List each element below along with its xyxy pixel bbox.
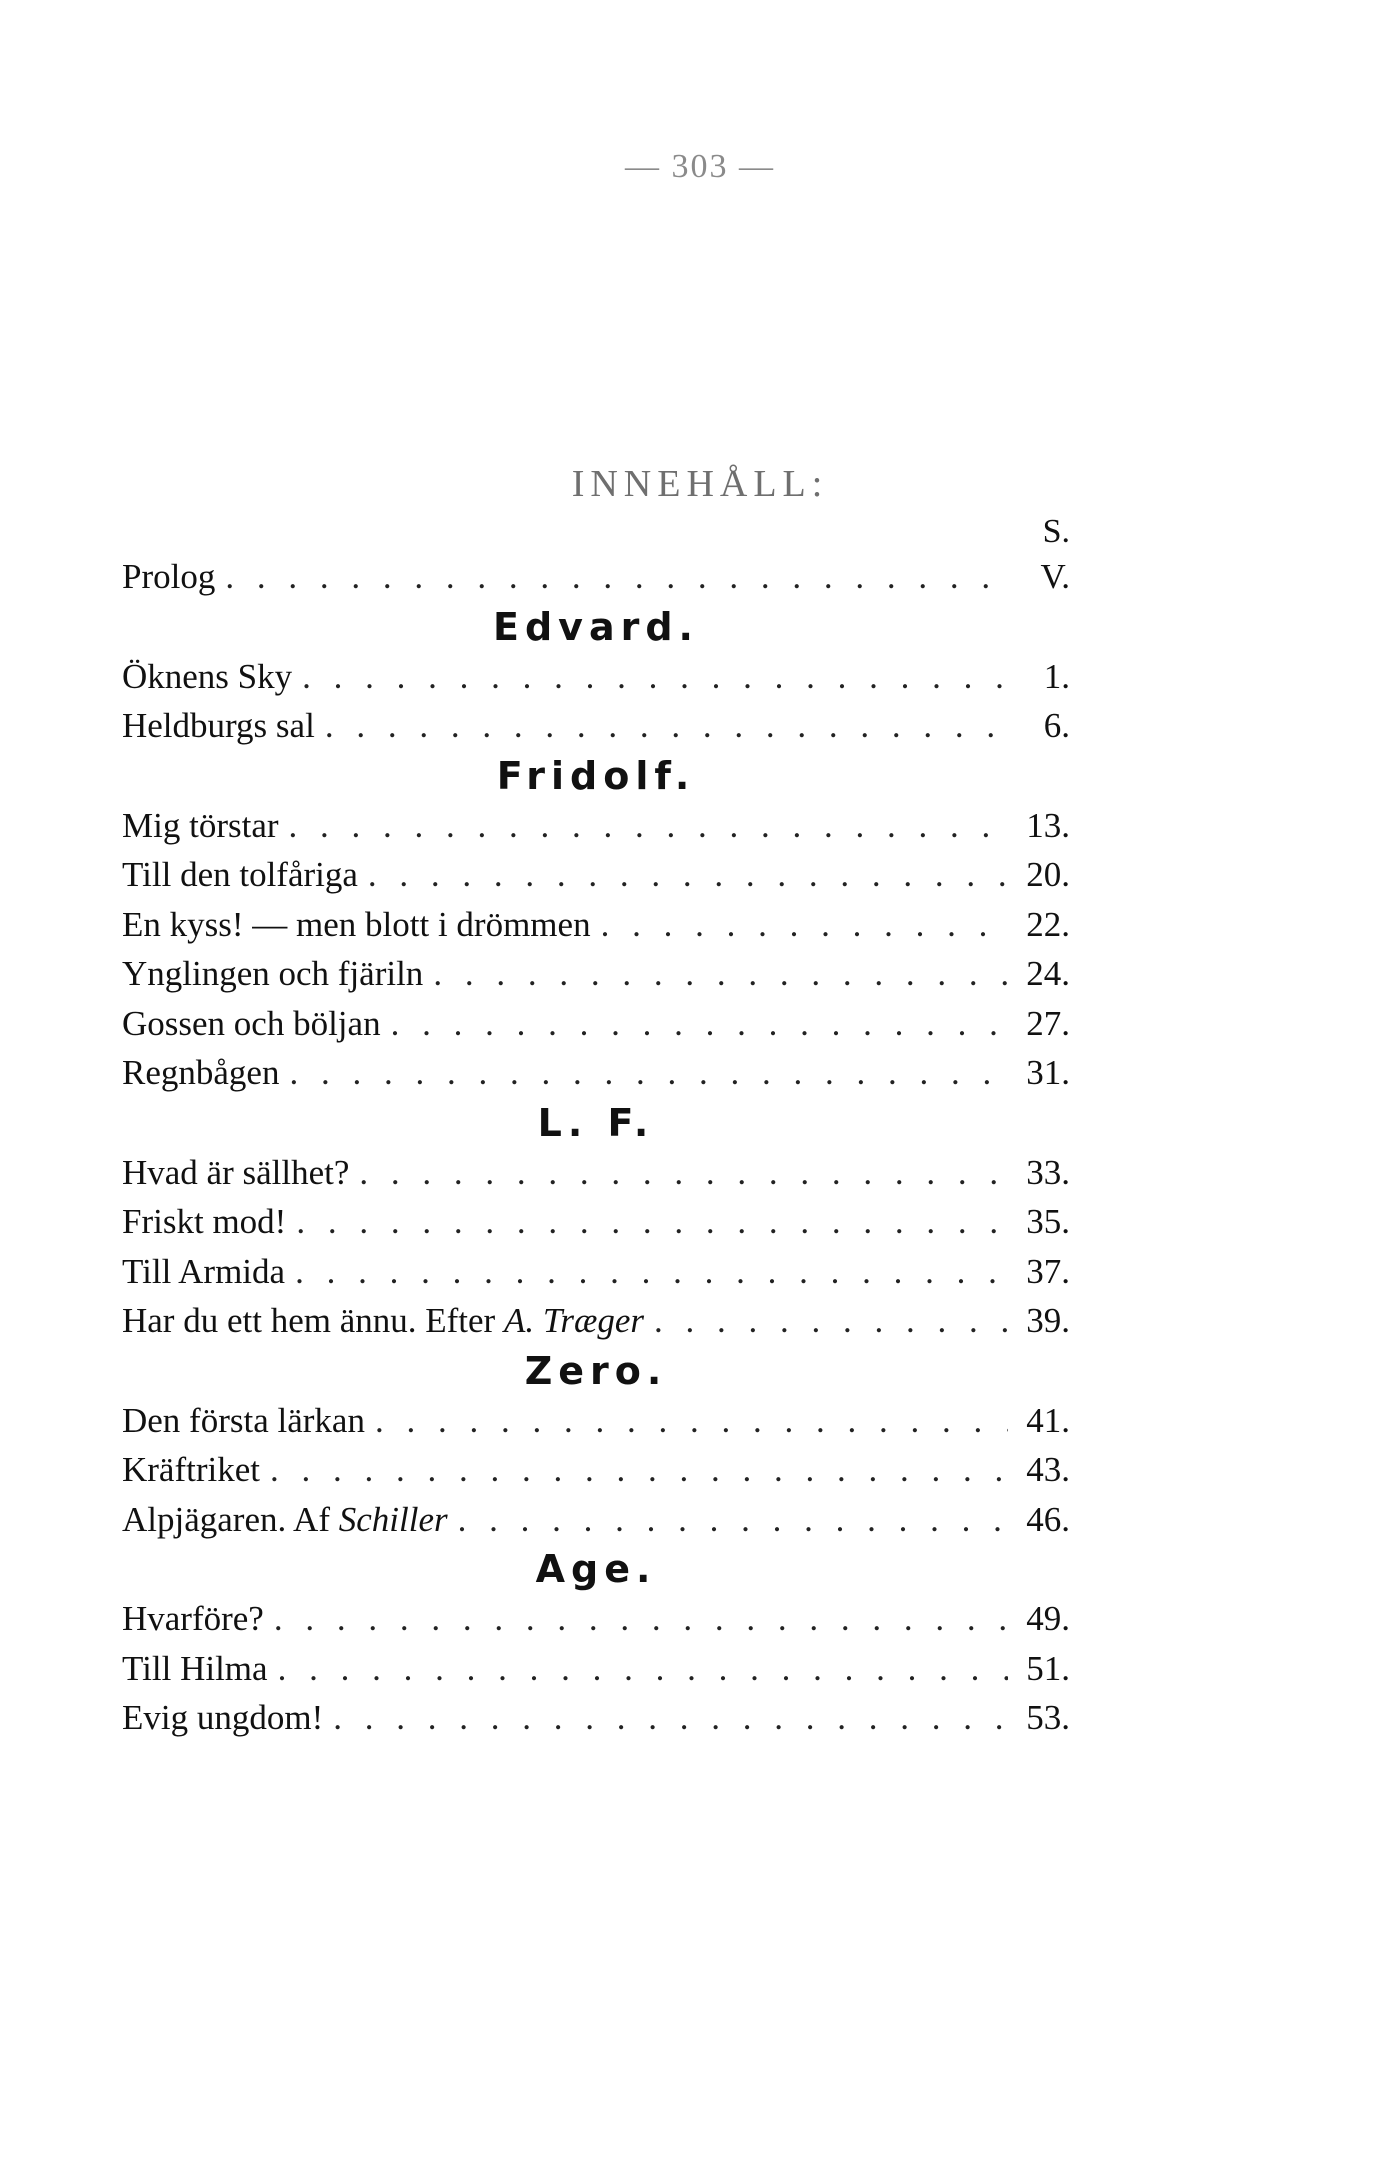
entry-title bbox=[122, 1296, 644, 1346]
toc-entry[interactable] bbox=[122, 1495, 1070, 1545]
toc-entry[interactable] bbox=[122, 652, 1070, 702]
dot-leader bbox=[274, 1594, 1008, 1644]
entry-page: 24. bbox=[1026, 954, 1070, 993]
entry-title: Till den tolfåriga bbox=[122, 855, 358, 894]
dot-leader bbox=[295, 1247, 1008, 1297]
dot-leader bbox=[458, 1495, 1008, 1545]
toc-entry[interactable] bbox=[122, 1148, 1070, 1198]
dot-leader bbox=[333, 1693, 1008, 1743]
dot-leader bbox=[278, 1644, 1008, 1694]
section-heading-edvard: Edvard. bbox=[493, 604, 699, 649]
entry-title: Friskt mod! bbox=[122, 1202, 287, 1241]
entry-page: 1. bbox=[1043, 656, 1070, 696]
entry-page: 41. bbox=[1026, 1400, 1070, 1440]
entry-page: 22. bbox=[1026, 904, 1070, 944]
entry-title: Prolog bbox=[122, 557, 216, 596]
dot-leader bbox=[375, 1396, 1008, 1446]
entry-page: 37. bbox=[1026, 1251, 1070, 1291]
toc-entry[interactable] bbox=[122, 1197, 1070, 1247]
toc-entry[interactable] bbox=[122, 552, 1070, 602]
entry-title: Gossen och böljan bbox=[122, 1003, 381, 1043]
entry-title bbox=[122, 1495, 448, 1545]
dot-leader bbox=[302, 652, 1008, 702]
section-heading-fridolf: Fridolf. bbox=[496, 753, 696, 798]
table-of-contents bbox=[122, 512, 1070, 1743]
toc-entry[interactable] bbox=[122, 1594, 1070, 1644]
entry-page: 49. bbox=[1026, 1599, 1070, 1638]
entry-title: Den första lärkan bbox=[122, 1400, 365, 1440]
entry-author: A. Træger bbox=[503, 1301, 644, 1340]
entry-page: 43. bbox=[1026, 1450, 1070, 1489]
entry-title-text: Alpjägaren. Af bbox=[122, 1499, 339, 1539]
dot-leader bbox=[654, 1296, 1008, 1346]
entry-title-text: Har du ett hem ännu. Efter bbox=[122, 1301, 504, 1340]
entry-page: 27. bbox=[1026, 1003, 1070, 1043]
entry-page: 39. bbox=[1026, 1301, 1070, 1340]
entry-title: Evig ungdom! bbox=[122, 1698, 324, 1737]
entry-title: Hvad är sällhet? bbox=[122, 1152, 350, 1192]
entry-page: 13. bbox=[1026, 805, 1070, 845]
toc-entry[interactable] bbox=[122, 1644, 1070, 1694]
dot-leader bbox=[225, 552, 1008, 602]
entry-title: Hvarföre? bbox=[122, 1599, 264, 1638]
entry-title: Heldburgs sal bbox=[122, 706, 315, 745]
toc-entry[interactable] bbox=[122, 1445, 1070, 1495]
section-heading-age: Age. bbox=[535, 1547, 657, 1591]
entry-page: 53. bbox=[1026, 1698, 1070, 1737]
dot-leader bbox=[391, 999, 1008, 1049]
toc-entry[interactable] bbox=[122, 1296, 1070, 1346]
toc-entry[interactable] bbox=[122, 1247, 1070, 1297]
entry-page: 20. bbox=[1026, 855, 1070, 894]
toc-entry[interactable] bbox=[122, 801, 1070, 851]
dot-leader bbox=[296, 1197, 1008, 1247]
entry-page: 51. bbox=[1026, 1648, 1070, 1688]
toc-entry[interactable] bbox=[122, 1396, 1070, 1446]
section-heading-lf: L. F. bbox=[537, 1100, 655, 1145]
dot-leader bbox=[359, 1148, 1008, 1198]
entry-title: Till Armida bbox=[122, 1251, 286, 1291]
toc-entry[interactable] bbox=[122, 1693, 1070, 1743]
entry-title: Regnbågen bbox=[122, 1053, 280, 1092]
toc-title: INNEHÅLL: bbox=[571, 463, 829, 505]
entry-page: 35. bbox=[1026, 1202, 1070, 1241]
dot-leader bbox=[433, 949, 1008, 999]
entry-title: En kyss! — men blott i drömmen bbox=[122, 904, 591, 944]
dot-leader bbox=[270, 1445, 1008, 1495]
toc-entry[interactable] bbox=[122, 999, 1070, 1049]
dot-leader bbox=[368, 850, 1008, 900]
entry-title: Till Hilma bbox=[122, 1648, 268, 1688]
toc-entry[interactable] bbox=[122, 949, 1070, 999]
entry-page: 46. bbox=[1026, 1499, 1070, 1539]
entry-page: 31. bbox=[1026, 1053, 1070, 1092]
entry-title: Mig törstar bbox=[122, 805, 279, 845]
entry-page: V. bbox=[1040, 557, 1070, 596]
entry-page: 6. bbox=[1043, 706, 1070, 745]
page-number: — 303 — bbox=[625, 148, 775, 185]
dot-leader bbox=[289, 1048, 1008, 1098]
toc-entry[interactable] bbox=[122, 1048, 1070, 1098]
entry-title: Kräftriket bbox=[122, 1450, 260, 1489]
entry-page: 33. bbox=[1026, 1152, 1070, 1192]
dot-leader bbox=[325, 701, 1008, 751]
dot-leader bbox=[601, 900, 1008, 950]
entry-title: Öknens Sky bbox=[122, 656, 293, 696]
page-column-header: S. bbox=[1042, 513, 1070, 550]
entry-author: Schiller bbox=[338, 1499, 448, 1539]
toc-entry[interactable] bbox=[122, 850, 1070, 900]
entry-title: Ynglingen och fjäriln bbox=[122, 954, 424, 993]
toc-entry[interactable] bbox=[122, 701, 1070, 751]
toc-entry[interactable] bbox=[122, 900, 1070, 950]
section-heading-zero: Zero. bbox=[524, 1348, 668, 1393]
dot-leader bbox=[289, 801, 1008, 851]
